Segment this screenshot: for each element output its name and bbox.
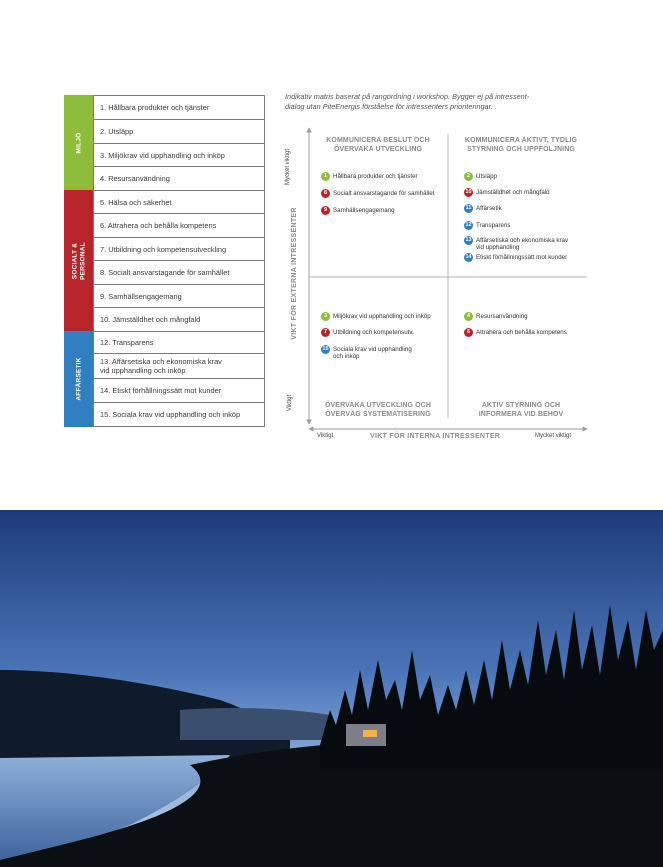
item-label: Samhällsengagemang <box>333 207 395 214</box>
item-number-badge: 1 <box>321 172 330 181</box>
topic-row <box>94 332 264 354</box>
topic-label: 7. Utbildning och kompetensutveckling <box>100 244 227 254</box>
topic-row <box>94 96 264 120</box>
topic-label: 3. Miljökrav vid upphandling och inköp <box>100 150 225 160</box>
item-number-badge: 6 <box>464 328 473 337</box>
matrix-item <box>321 346 451 361</box>
item-number-badge: 11 <box>465 205 472 211</box>
topic-table <box>64 95 265 427</box>
matrix-item <box>321 329 451 337</box>
category-label-miljo: MILJÖ <box>74 132 82 153</box>
topic-row <box>94 214 264 238</box>
topic-label: 15. Sociala krav vid upphandling och inköp <box>100 410 241 419</box>
item-number-badge: 14 <box>465 254 472 260</box>
x-axis-low-label: Viktigt <box>317 433 334 439</box>
matrix-item <box>464 237 594 252</box>
y-axis-title: VIKT FÖR EXTERNA INTRESSENTER <box>290 207 298 340</box>
topic-label: 9. Samhällsengagemang <box>100 291 182 301</box>
item-label: Resursanvändning <box>476 313 528 320</box>
topic-label: 5. Hälsa och säkerhet <box>100 197 172 207</box>
item-label: Jämställdhet och mångfald <box>476 189 550 196</box>
item-number-badge: 13 <box>465 237 472 243</box>
landscape-photo <box>0 510 663 867</box>
matrix-item <box>464 189 594 197</box>
topic-row <box>94 191 264 214</box>
item-number-badge: 7 <box>321 328 330 337</box>
matrix-item <box>464 313 594 321</box>
topic-label: 6. Attrahera och behålla kompetens <box>100 221 217 230</box>
quadrant-title-top-right: KOMMUNICERA AKTIVT, TYDLIG STYRNING OCH UPPFÖLJNING <box>464 137 578 153</box>
materiality-matrix <box>283 92 593 452</box>
topic-label: 13. Affärsetiska och ekonomiska krav vid upphandling och inköp <box>100 357 222 375</box>
topic-row <box>94 403 264 426</box>
matrix-item <box>321 173 451 181</box>
item-number-badge: 4 <box>464 312 473 321</box>
category-label-affarsetik: AFFÄRSETIK <box>74 357 82 401</box>
item-label: Hållbara produkter och tjänster <box>333 173 418 180</box>
quadrant-title-bottom-left: ÖVERVAKA UTVECKLING OCH ÖVERVÄG SYSTEMATISERING <box>324 402 431 418</box>
y-axis-high-label: Mycket viktigt <box>285 148 292 186</box>
topic-row <box>94 120 264 144</box>
matrix-item <box>464 173 594 181</box>
item-number-badge: 3 <box>321 312 330 321</box>
category-label-social-personal: SOCIALT & PERSONAL <box>71 241 86 280</box>
item-number-badge: 2 <box>464 172 473 181</box>
matrix-item <box>464 222 594 230</box>
category-social-personal <box>64 190 93 331</box>
topic-row <box>94 285 264 308</box>
item-number-badge: 8 <box>321 189 330 198</box>
item-label: Affärsetik <box>476 205 502 212</box>
item-label: Attrahera och behålla kompetens <box>476 329 567 336</box>
item-label: Utsläpp <box>476 173 497 180</box>
category-miljo <box>64 95 93 190</box>
quadrant-title-top-left: KOMMUNICERA BESLUT OCH ÖVERVAKA UTVECKLING <box>326 137 430 153</box>
topic-row <box>94 354 264 379</box>
topic-label: 10. Jämställdhet och mångfald <box>100 315 201 324</box>
item-label: Sociala krav vid upphandling och inköp <box>333 346 412 361</box>
topic-row <box>94 144 264 167</box>
item-label: Utbildning och kompetensutv. <box>333 329 414 336</box>
topic-row <box>94 167 264 191</box>
item-number-badge: 10 <box>465 189 472 195</box>
topic-list <box>93 95 265 427</box>
topic-label: 4. Resursanvändning <box>100 174 170 183</box>
topic-label: 2. Utsläpp <box>100 127 134 136</box>
item-number-badge: 15 <box>322 346 329 352</box>
item-label: Etiskt förhållningssätt mot kunder <box>476 254 568 261</box>
item-label: Transparens <box>476 222 511 229</box>
matrix-intro-note: Indikativ matris baserat på rangordning i workshop. Bygger ej på intressent- dialog utan PiteEnergis förståelse för intressenters prioriteringar. <box>285 92 530 111</box>
x-axis-high-label: Mycket viktigt <box>535 433 572 439</box>
item-number-badge: 9 <box>321 206 330 215</box>
topic-row <box>94 238 264 261</box>
matrix-item <box>321 207 451 215</box>
topic-row <box>94 379 264 403</box>
y-axis-low-label: Viktigt <box>287 394 294 412</box>
matrix-item <box>321 313 451 321</box>
matrix-item <box>464 254 594 262</box>
item-number-badge: 12 <box>465 222 472 228</box>
matrix-item <box>321 190 451 198</box>
matrix-item <box>464 329 594 337</box>
item-label: Miljökrav vid upphandling och inköp <box>333 313 431 320</box>
item-label: Socialt ansvarstagande för samhället <box>333 190 435 197</box>
topic-row <box>94 261 264 285</box>
topic-label: 14. Etiskt förhållningssätt mot kunder <box>100 386 222 395</box>
topic-label: 12. Transparens <box>100 338 154 347</box>
dusk-lake-illustration <box>0 510 663 867</box>
quadrant-title-bottom-right: AKTIV STYRNING OCH INFORMERA VID BEHOV <box>478 402 564 418</box>
category-affarsetik <box>64 331 93 427</box>
item-label: Affärsetiska och ekonomiska krav vid upphandling <box>476 237 569 252</box>
topic-row <box>94 308 264 332</box>
matrix-item <box>464 205 594 213</box>
topic-label: 8. Socialt ansvarstagande för samhället <box>100 268 230 277</box>
x-axis-title: VIKT FÖR INTERNA INTRESSENTER <box>370 433 501 440</box>
topic-label: 1. Hållbara produkter och tjänster <box>100 103 210 112</box>
